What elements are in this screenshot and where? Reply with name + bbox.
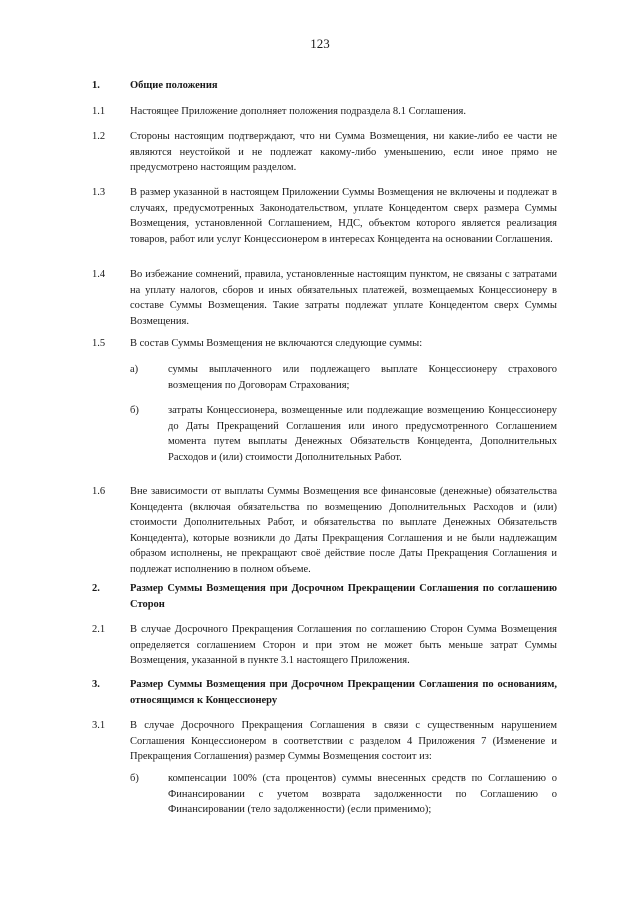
subitem-letter: б) [130, 773, 139, 784]
section-text: Размер Суммы Возмещения при Досрочном Прекращении Соглашения по основаниям, относящимся к Концессионеру [130, 679, 557, 706]
paragraph-text: В состав Суммы Возмещения не включаются следующие суммы: [130, 338, 423, 349]
section-text: Общие положения [130, 80, 218, 91]
paragraph-text: В случае Досрочного Прекращения Соглашения в связи с существенным нарушением Соглашения Концессионером в соответствии с разделом 4 Приложения 7 (Изменение и Прекращения Соглашения) размер Суммы Возмещения состоит из: [130, 720, 557, 763]
paragraph-number: 1.4 [92, 269, 106, 280]
paragraph-text: В случае Досрочного Прекращения Соглашения по соглашению Сторон Сумма Возмещения определяется соглашением Сторон и при этом не может быть меньше затрат Суммы Возмещения, указанной в пункте 3.1 настоящего Приложения. [130, 624, 557, 667]
subitem-text: суммы выплаченного или подлежащего выплате Концессионеру страхового возмещения по Договорам Страхования; [168, 364, 557, 391]
section-number: 1. [92, 80, 100, 91]
paragraph-number: 3.1 [92, 720, 106, 731]
paragraph-text: Вне зависимости от выплаты Суммы Возмещения все финансовые (денежные) обязательства Концедента (включая обязательства по возмещению Дополнительных Расходов и (или) стоимости Дополнительных Работ, и обязательства по выплате Денежных Обязательств Концедента), которые возникли до Даты Прекращения Соглашения и не были надлежащим образом исполнены, не прекращают своё действие после Даты Прекращения Соглашения и подлежат исполнению в полном объеме. [130, 486, 557, 575]
paragraph-number: 1.2 [92, 131, 106, 142]
paragraph-number: 1.1 [92, 106, 106, 117]
paragraph-text: В размер указанной в настоящем Приложении Суммы Возмещения не включены и подлежат в случаях, предусмотренных Законодательством, уплате Концедентом сверх размера Суммы Возмещения, установленной Соглашением, НДС, объектом которого является реализация товаров, работ или услуг Концессионером в интересах Концедента на основании Соглашения. [130, 187, 557, 245]
subitem-text: затраты Концессионера, возмещенные или подлежащие возмещению Концессионеру до Даты Прекращений Соглашения или иного предусмотренного Соглашением момента путем выплаты Денежных Обязательств Концедента, Дополнительных Расходов и (или) стоимости Дополнительных Работ. [168, 405, 557, 463]
subitem-letter: б) [130, 405, 139, 416]
paragraph-text: Стороны настоящим подтверждают, что ни Сумма Возмещения, ни какие-либо ее части не являются неустойкой и не подлежат какому-либо уменьшению, если иное прямо не предусмотрено настоящим разделом. [130, 131, 557, 174]
paragraph-number: 1.3 [92, 187, 106, 198]
paragraph-number: 1.6 [92, 486, 106, 497]
paragraph-number: 1.5 [92, 338, 106, 349]
paragraph-number: 2.1 [92, 624, 106, 635]
subitem-letter: а) [130, 364, 139, 375]
section-number: 3. [92, 679, 100, 690]
paragraph-text: Во избежание сомнений, правила, установленные настоящим пунктом, не связаны с затратами на уплату налогов, сборов и иных обязательных платежей, возмещаемых Концессионеру в составе Суммы Возмещения. Такие затраты подлежат уплате Концедентом сверх Суммы Возмещения. [130, 269, 557, 327]
subitem-text: компенсации 100% (ста процентов) суммы внесенных средств по Соглашению о Финансировании с учетом возврата задолженности по Соглашению о Финансировании (тело задолженности) (если применимо); [168, 773, 557, 816]
page-number: 123 [310, 36, 330, 51]
section-number: 2. [92, 583, 100, 594]
section-text: Размер Суммы Возмещения при Досрочном Прекращении Соглашения по соглашению Сторон [130, 583, 557, 610]
paragraph-text: Настоящее Приложение дополняет положения подраздела 8.1 Соглашения. [130, 106, 466, 117]
